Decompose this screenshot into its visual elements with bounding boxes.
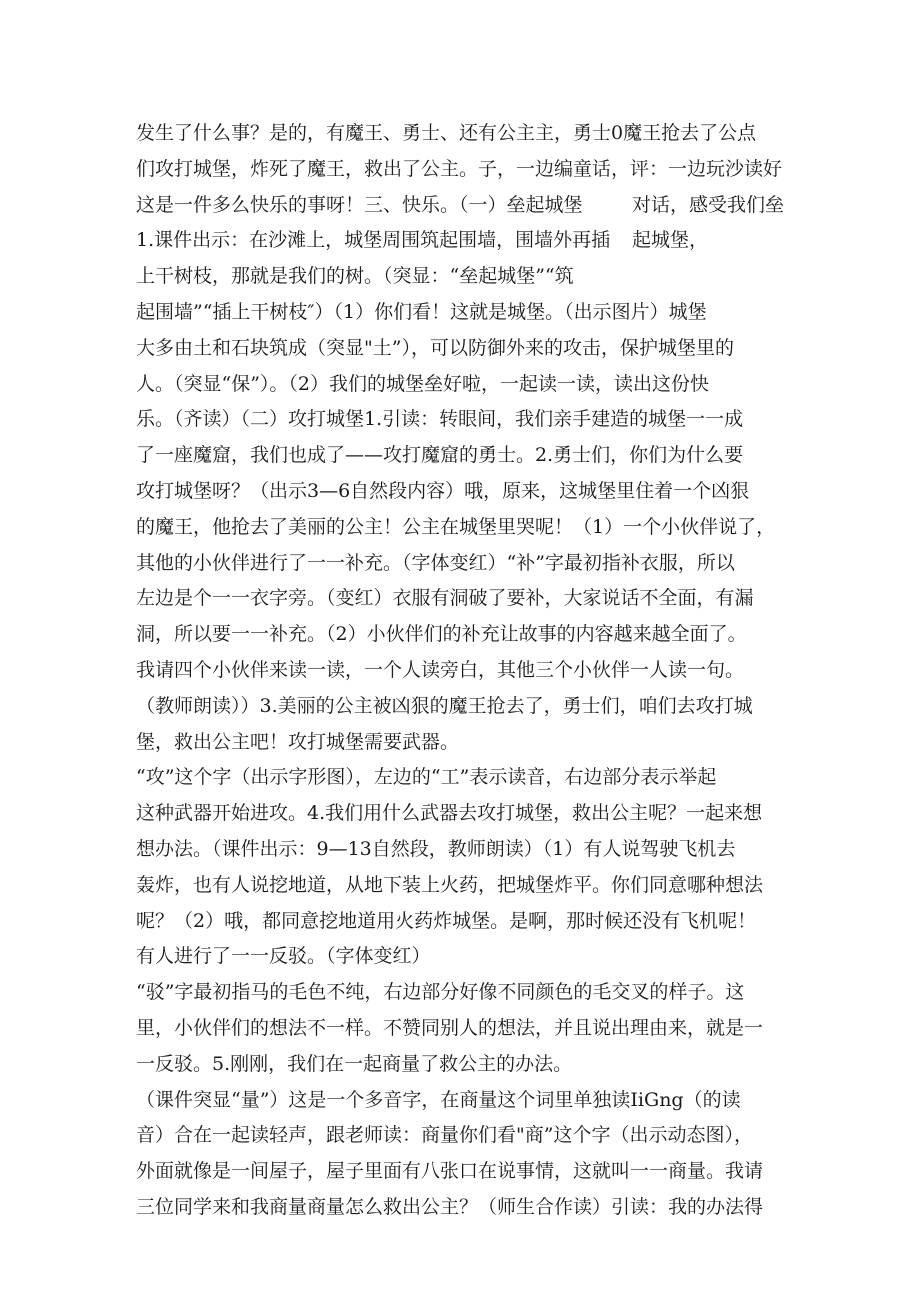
text-line-21: 想办法。（课件出示：9—13自然段，教师朗读）（1）有人说驾驶飞机去 — [136, 837, 736, 860]
text-line-22: 轰炸，也有人说挖地道，从地下装上火药，把城堡炸平。你们同意哪种想法 — [136, 873, 764, 896]
text-line-5: 上干树枝，那就是我们的树。（突显：“垒起城堡”“筑 — [136, 265, 574, 288]
text-line-3: 这是一件多么快乐的事呀！三、快乐。（一）垒起城堡 — [136, 193, 583, 216]
body-text — [136, 116, 796, 1226]
text-line-7: 大多由土和石块筑成（突显"土”），可以防御外来的攻击，保护城堡里的 — [136, 336, 734, 359]
text-line-6: 起围墙”“插上干树枝″）（1）你们看！这就是城堡。（出示图片）城堡 — [136, 300, 707, 323]
text-line-29: 音）合在一起读轻声，跟老师读：商量你们看"商”这个字（出示动态图）， — [136, 1124, 753, 1147]
text-line-2: 们攻打城堡，炸死了魔王，救出了公主。子，一边编童话，评：一边玩沙读好 — [136, 157, 783, 180]
text-line-16: 我请四个小伙伴来读一读，一个人读旁白，其他三个小伙伴一人读一句。 — [136, 658, 745, 681]
text-line-26: 里，小伙伴们的想法不一样。不赞同别人的想法，并且说出理由来，就是一 — [136, 1016, 764, 1039]
text-line-8: 人。（突显“保”）。（2）我们的城堡垒好啦，一起读一读，读出这份快 — [136, 372, 710, 395]
text-line-11: 攻打城堡呀？（出示3—6自然段内容）哦，原来，这城堡里住着一个凶狠 — [136, 479, 750, 502]
text-line-1: 发生了什么事？是的，有魔王、勇士、还有公主主，勇士0魔王抢去了公点 — [136, 122, 757, 144]
text-line-24: 有人进行了一一反驳。（字体变红） — [136, 945, 431, 968]
text-line-4: 1.课件出示：在沙滩上，城堡周围筑起围墙，围墙外再插 — [136, 229, 611, 252]
text-line-28: （课件突显“量”）这是一个多音字，在商量这个词里单独读IiGng（的读 — [136, 1088, 741, 1111]
text-line-31: 三位同学来和我商量商量怎么救出公主？（师生合作读）引读：我的办法得 — [136, 1195, 764, 1218]
text-line-9: 乐。（齐读）（二）攻打城堡1.引读：转眼间，我们亲手建造的城堡一一成 — [136, 408, 744, 431]
text-line-10: 了一座魔窟，我们也成了——攻打魔窟的勇士。2.勇士们，你们为什么要 — [136, 444, 744, 467]
text-line-14: 左边是个一一衣字旁。（变红）衣服有洞破了要补，大家说话不全面，有漏 — [136, 587, 754, 610]
text-line-30: 外面就像是一间屋子，屋子里面有八张口在说事情，这就叫一一商量。我请 — [136, 1160, 764, 1183]
side-text-line-1: 对话，感受我们垒 — [632, 193, 785, 216]
text-line-20: 这种武器开始进攻。4.我们用什么武器去攻打城堡，救出公主呢？一起来想 — [136, 802, 763, 825]
text-line-17: （教师朗读））3.美丽的公主被凶狠的魔王抢去了，勇士们，咱们去攻打城 — [136, 694, 753, 717]
text-line-12: 的魔王，他抢去了美丽的公主！公主在城堡里哭呢！（1）一个小伙伴说了， — [136, 515, 776, 538]
text-line-27: 一反驳。5.刚刚，我们在一起商量了救公主的办法。 — [136, 1052, 573, 1075]
text-line-15: 洞，所以要一一补充。（2）小伙伴们的补充让故事的内容越来越全面了。 — [136, 623, 747, 646]
two-column-block-2 — [136, 223, 796, 259]
two-column-block-1 — [136, 188, 796, 224]
text-line-25: “驳”字最初指马的毛色不纯，右边部分好像不同颜色的毛交叉的样子。这 — [136, 981, 745, 1004]
text-line-19: “攻”这个字（出示字形图），左边的“工”表示读音，右边部分表示举起 — [136, 766, 717, 789]
text-line-23: 呢？（2）哦，都同意挖地道用火药炸城堡。是啊，那时候还没有飞机呢！ — [136, 909, 757, 932]
text-line-18: 堡，救出公主吧！攻打城堡需要武器。 — [136, 730, 460, 753]
side-text-line-2: 起城堡， — [632, 229, 709, 252]
text-line-13: 其他的小伙伴进行了一一补充。（字体变红）“补”字最初指补衣服，所以 — [136, 551, 735, 574]
